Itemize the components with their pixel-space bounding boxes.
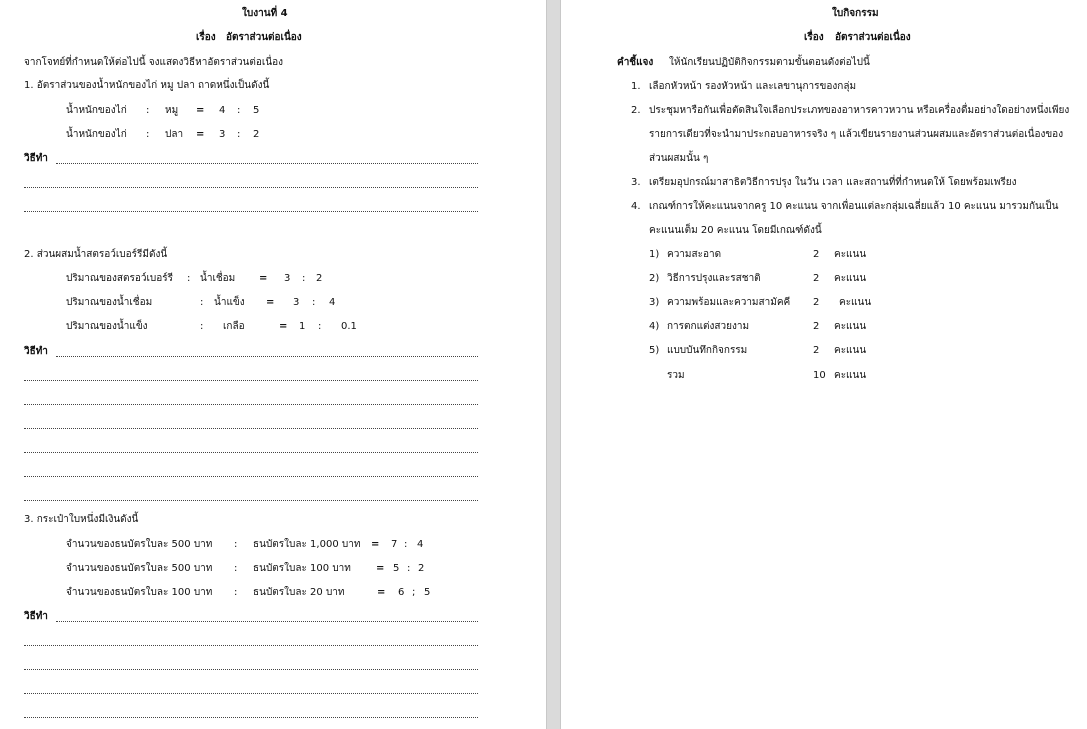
page-gutter bbox=[546, 0, 561, 729]
how-label: วิธีทำ bbox=[24, 153, 48, 164]
answer-line[interactable] bbox=[24, 404, 478, 405]
instruction-label: คำชี้แจง bbox=[617, 57, 654, 68]
answer-line[interactable] bbox=[56, 621, 478, 622]
answer-line[interactable] bbox=[24, 452, 478, 453]
answer-line[interactable] bbox=[24, 645, 478, 646]
answer-line[interactable] bbox=[24, 380, 478, 381]
worksheet-subject: อัตราส่วนต่อเนื่อง bbox=[226, 32, 302, 43]
answer-line[interactable] bbox=[24, 187, 478, 188]
answer-line[interactable] bbox=[56, 163, 478, 164]
question-3-heading: 3. กระเป๋าใบหนึ่งมีเงินดังนี้ bbox=[24, 514, 139, 525]
activity-title: ใบกิจกรรม bbox=[832, 8, 879, 19]
worksheet-instruction: จากโจทย์ที่กำหนดให้ต่อไปนี้ จงแสดงวิธีหาอัตราส่วนต่อเนื่อง bbox=[24, 57, 284, 68]
question-1-heading: 1. อัตราส่วนของน้ำหนักของไก่ หมู ปลา ถาดหนึ่งเป็นดังนี้ bbox=[24, 80, 270, 91]
answer-line[interactable] bbox=[24, 693, 478, 694]
instruction-text: ให้นักเรียนปฏิบัติกิจกรรมตามขั้นตอนดังต่อไปนี้ bbox=[669, 57, 870, 68]
worksheet-title: ใบงานที่ 4 bbox=[242, 8, 288, 19]
how-label: วิธีทำ bbox=[24, 346, 48, 357]
answer-line[interactable] bbox=[24, 669, 478, 670]
answer-line[interactable] bbox=[24, 717, 478, 718]
answer-line[interactable] bbox=[24, 476, 478, 477]
answer-line[interactable] bbox=[24, 428, 478, 429]
worksheet-subject-label: เรื่อง bbox=[196, 32, 216, 43]
how-label: วิธีทำ bbox=[24, 611, 48, 622]
activity-subject-label: เรื่อง bbox=[804, 32, 824, 43]
activity-subject: อัตราส่วนต่อเนื่อง bbox=[835, 32, 911, 43]
answer-line[interactable] bbox=[24, 500, 478, 501]
activity-page-right: ใบกิจกรรม เรื่อง อัตราส่วนต่อเนื่อง คำชี้แจง ให้นักเรียนปฏิบัติกิจกรรมตามขั้นตอนดังต่อไปนี้ 1. เลือกหัวหน้า รองหัวหน้า และเลขานุการของกลุ่ม 2. ประชุมหารือกันเพื่อตัดสินใจเลือกประเภทของอาหารคาวหวาน หรือเครื่องดื่มอย่างใดอย่างหนึ่งเพียง รายการเดียวที่จะนำมาประกอบอาหารจริง ๆ แล้วเขียนรายงานส่วนผสมและอัตราส่วนต่อเนื่องของ ส่วนผสมนั้น ๆ 3. เตรียมอุปกรณ์มาสาธิตวิธีการปรุง ในวัน เวลา และสถานที่ที่กำหนดให้ โดยพร้อมเพรียง 4. เกณฑ์การให้คะแนนจากครู 10 คะแนน จากเพื่อนแต่ละกลุ่มเฉลี่ยแล้ว 10 คะแนน มารวมกันเป็น คะแนนเต็ม 20 คะแนน โดยมีเกณฑ์ดังนี้ 1) ความสะอาด 2 คะแนน 2) วิธีการปรุงและรสชาติ 2 คะแนน 3) ความพร้อมและความสามัคคี 2 คะแนน 4) การตกแต่งสวยงาม 2 คะแนน 5) แบบบันทึกกิจกรรม 2 คะแนน รวม 10 คะแนน bbox=[561, 0, 1087, 729]
answer-line[interactable] bbox=[24, 211, 478, 212]
worksheet-page-left: ใบงานที่ 4 เรื่อง อัตราส่วนต่อเนื่อง จากโจทย์ที่กำหนดให้ต่อไปนี้ จงแสดงวิธีหาอัตราส่วนต่อเนื่อง 1. อัตราส่วนของน้ำหนักของไก่ หมู ปลา ถาดหนึ่งเป็นดังนี้ น้ำหนักของไก่ : หมู = 4 : 5 น้ำหนักของไก่ : ปลา = 3 : 2 วิธีทำ 2. ส่วนผสมน้ำสตรอว์เบอร์รีมีดังนี้ ปริมาณของสตรอว์เบอร์รี : น้ำเชื่อม = 3 : 2 ปริมาณของน้ำเชื่อม : น้ำแข็ง = 3 : 4 ปริมาณของน้ำแข็ง : เกลือ = 1 : 0.1 วิธีทำ 3. กระเป๋าใบหนึ่งมีเงินดังนี้ จำนวนของธนบัตรใบละ 500 บาท : ธนบัตรใบละ 1,000 บาท = 7 : 4 จำนวนของธนบัตรใบละ 500 บาท : ธนบัตรใบละ 100 บาท = 5 : 2 จำนวนของธนบัตรใบละ 100 บาท : ธนบัตรใบละ 20 บาท = 6 ; 5 วิธีทำ bbox=[0, 0, 546, 729]
answer-line[interactable] bbox=[56, 356, 478, 357]
question-2-heading: 2. ส่วนผสมน้ำสตรอว์เบอร์รีมีดังนี้ bbox=[24, 249, 168, 260]
